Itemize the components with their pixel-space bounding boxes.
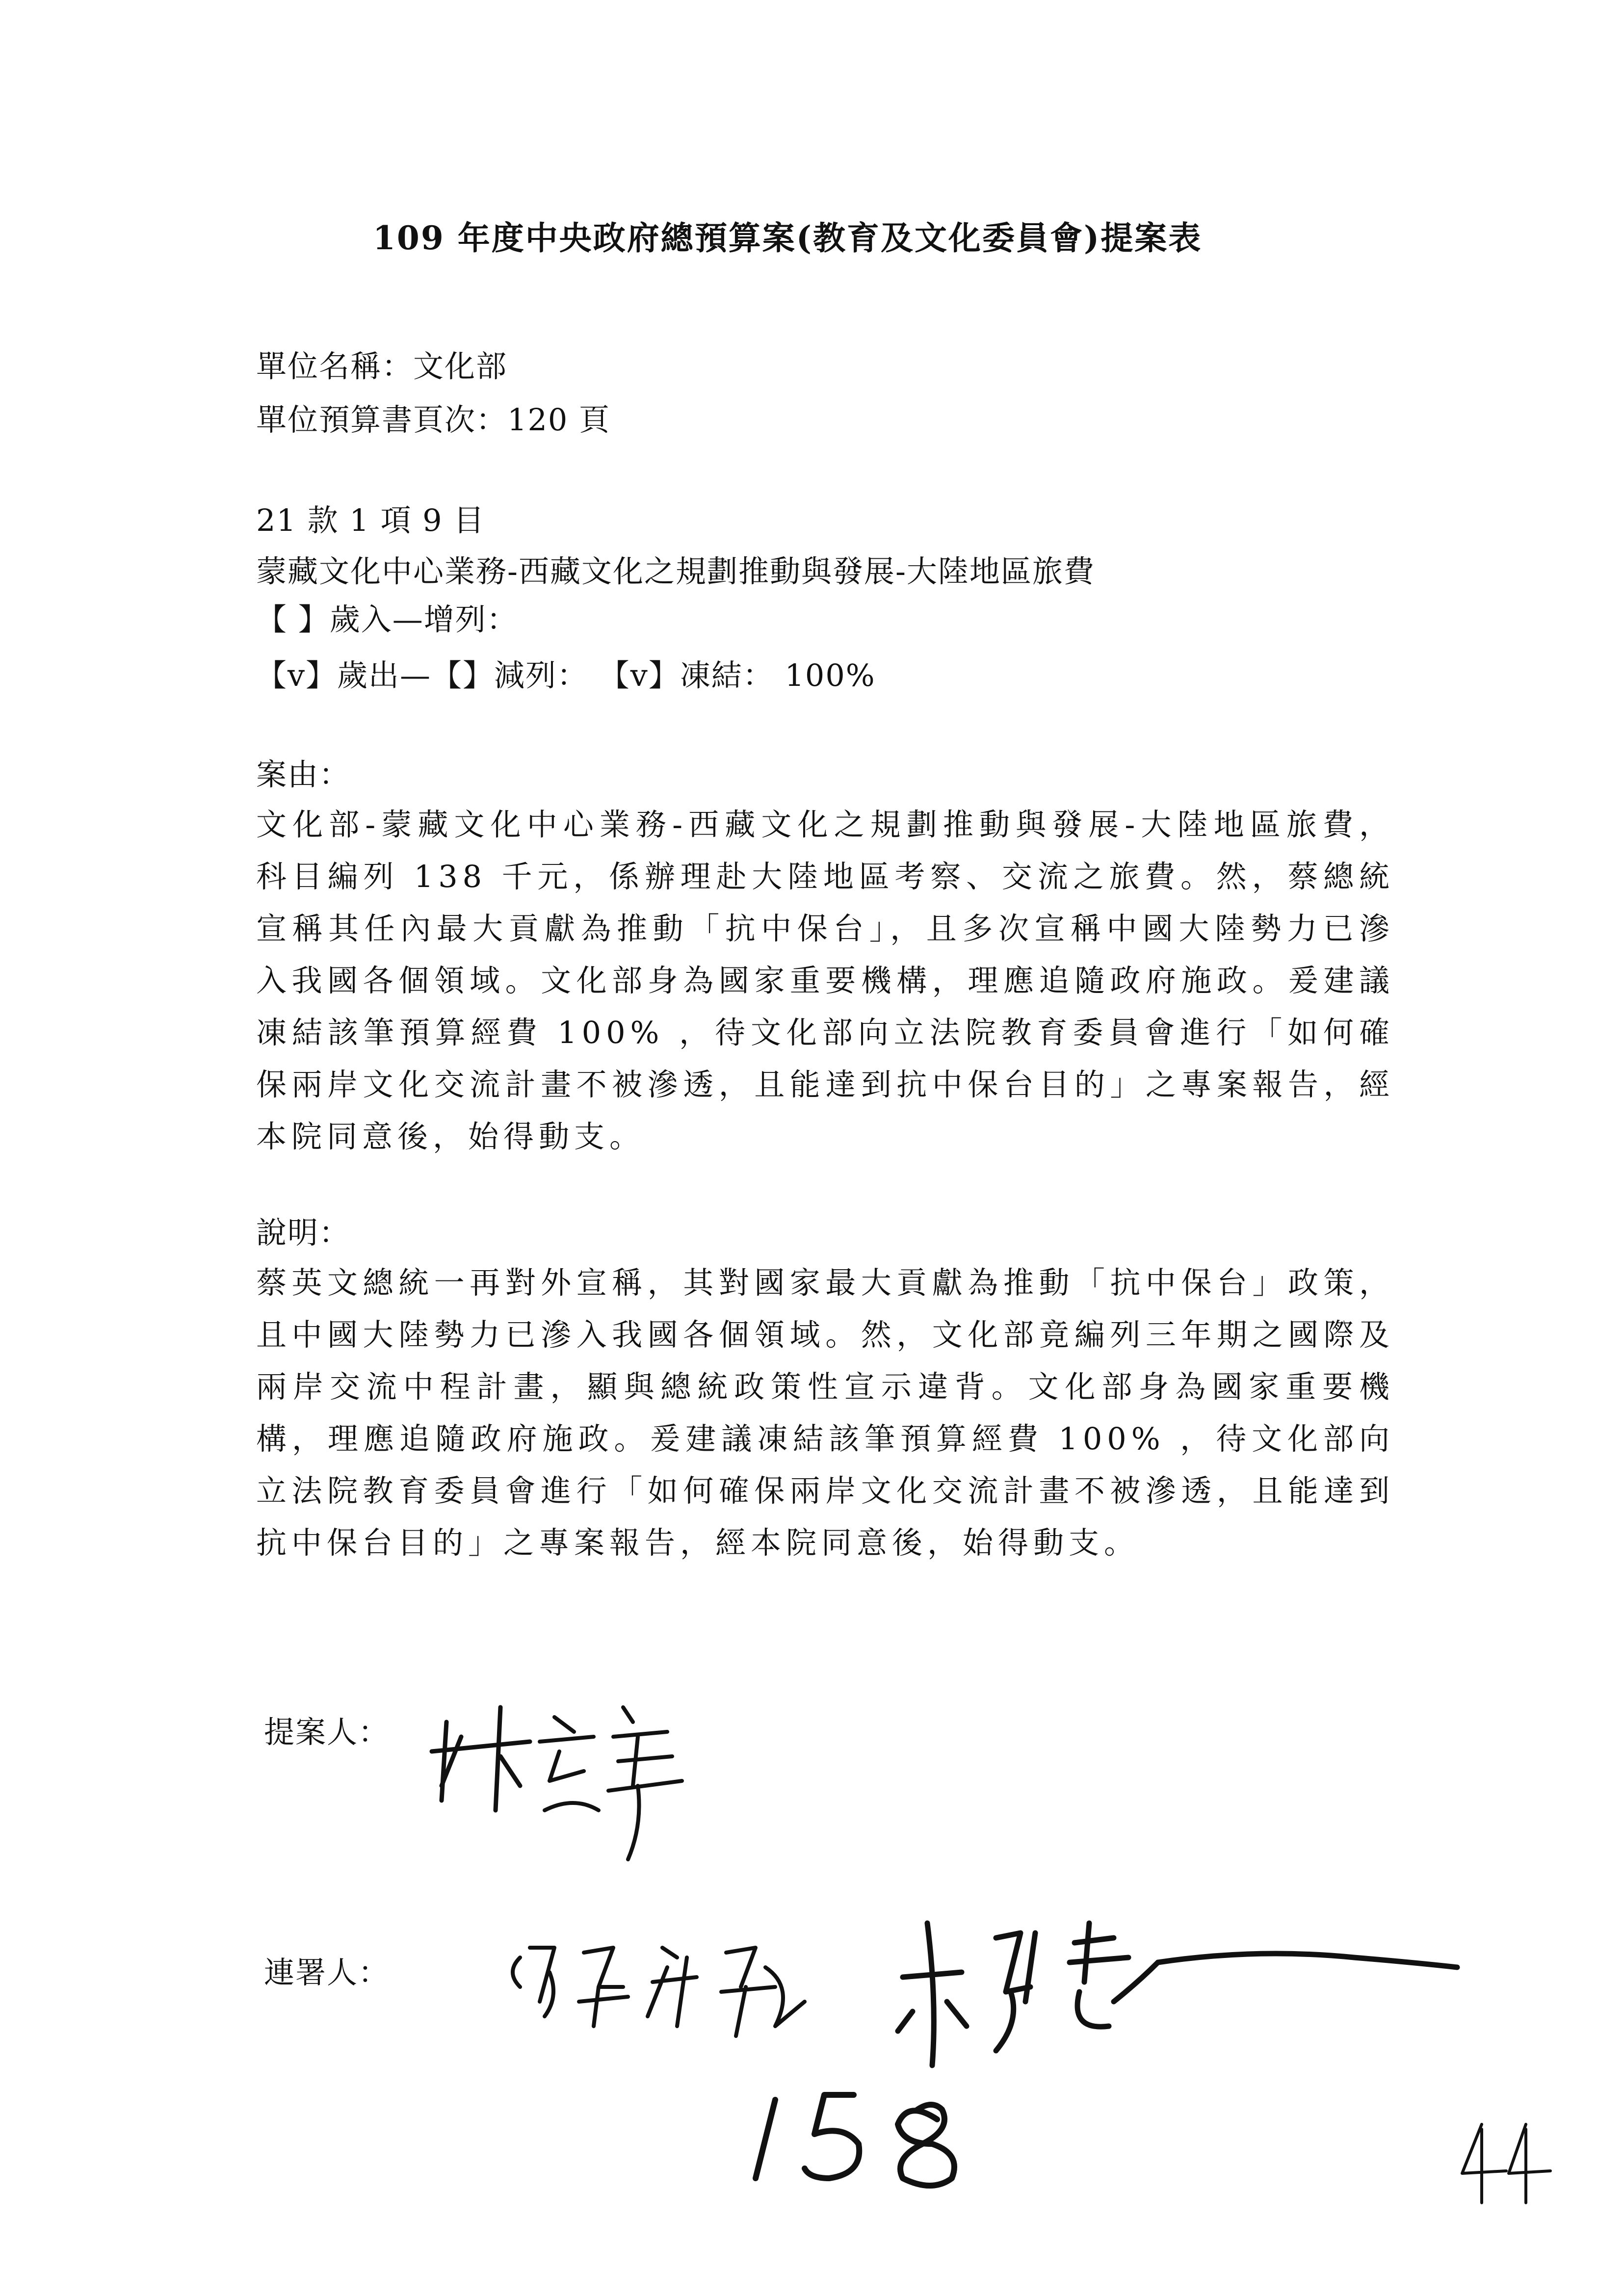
reason-label: 案由：	[256, 757, 351, 792]
cosigner-signature-1	[500, 1928, 854, 2056]
explain-text: 蔡英文總統一再對外宣稱，其對國家最大貢獻為推動「抗中保台」政策，且中國大陸勢力已滲入我國各個領域。然，文化部竟編列三年期之國際及兩岸交流中程計畫，顯與總統政策性宣示違背。文化部身為國家重要機構，理應追隨政府施政。爰建議凍結該筆預算經費 100% ，待文化部向立法院教育委員會進行「如何確保兩岸文化交流計畫不被滲透，且能達到抗中保台目的」之專案報告，經本院同意後，始得動支。	[256, 1265, 1394, 1561]
unit-budget-page: 單位預算書頁次：120 頁	[256, 402, 611, 438]
cosigner-label: 連署人：	[264, 1955, 390, 1990]
item-name: 蒙藏文化中心業務-西藏文化之規劃推動與發展-大陸地區旅費	[256, 553, 1095, 589]
revenue-line: 【 】歲入—增列：	[256, 601, 518, 637]
handwritten-page-number-44	[1452, 2114, 1560, 2213]
reason-text: 文化部-蒙藏文化中心業務-西藏文化之規劃推動與發展-大陸地區旅費，科目編列 138 千元，係辦理赴大陸地區考察、交流之旅費。然，蔡總統宣稱其任內最大貢獻為推動「抗中保台」，且多次宣稱中國大陸勢力已滲入我國各個領域。文化部身為國家重要機構，理應追隨政府施政。爰建議凍結該筆預算經費 100% ，待文化部向立法院教育委員會進行「如何確保兩岸文化交流計畫不被滲透，且能達到抗中保台目的」之專案報告，經本院同意後，始得動支。	[256, 807, 1394, 1154]
expense-line: 【v】歲出—【】減列： 【v】凍結： 100%	[256, 657, 876, 693]
handwritten-number-158	[746, 2080, 1001, 2198]
unit-name: 單位名稱：文化部	[256, 348, 508, 384]
cosigner-signature-2	[883, 1904, 1472, 2110]
document-title: 109 年度中央政府總預算案(教育及文化委員會)提案表	[373, 219, 1203, 257]
proposer-label: 提案人：	[264, 1714, 390, 1750]
item-code: 21 款 1 項 9 目	[256, 502, 485, 538]
explain-label: 說明：	[256, 1215, 351, 1251]
proposer-signature	[427, 1688, 702, 1874]
